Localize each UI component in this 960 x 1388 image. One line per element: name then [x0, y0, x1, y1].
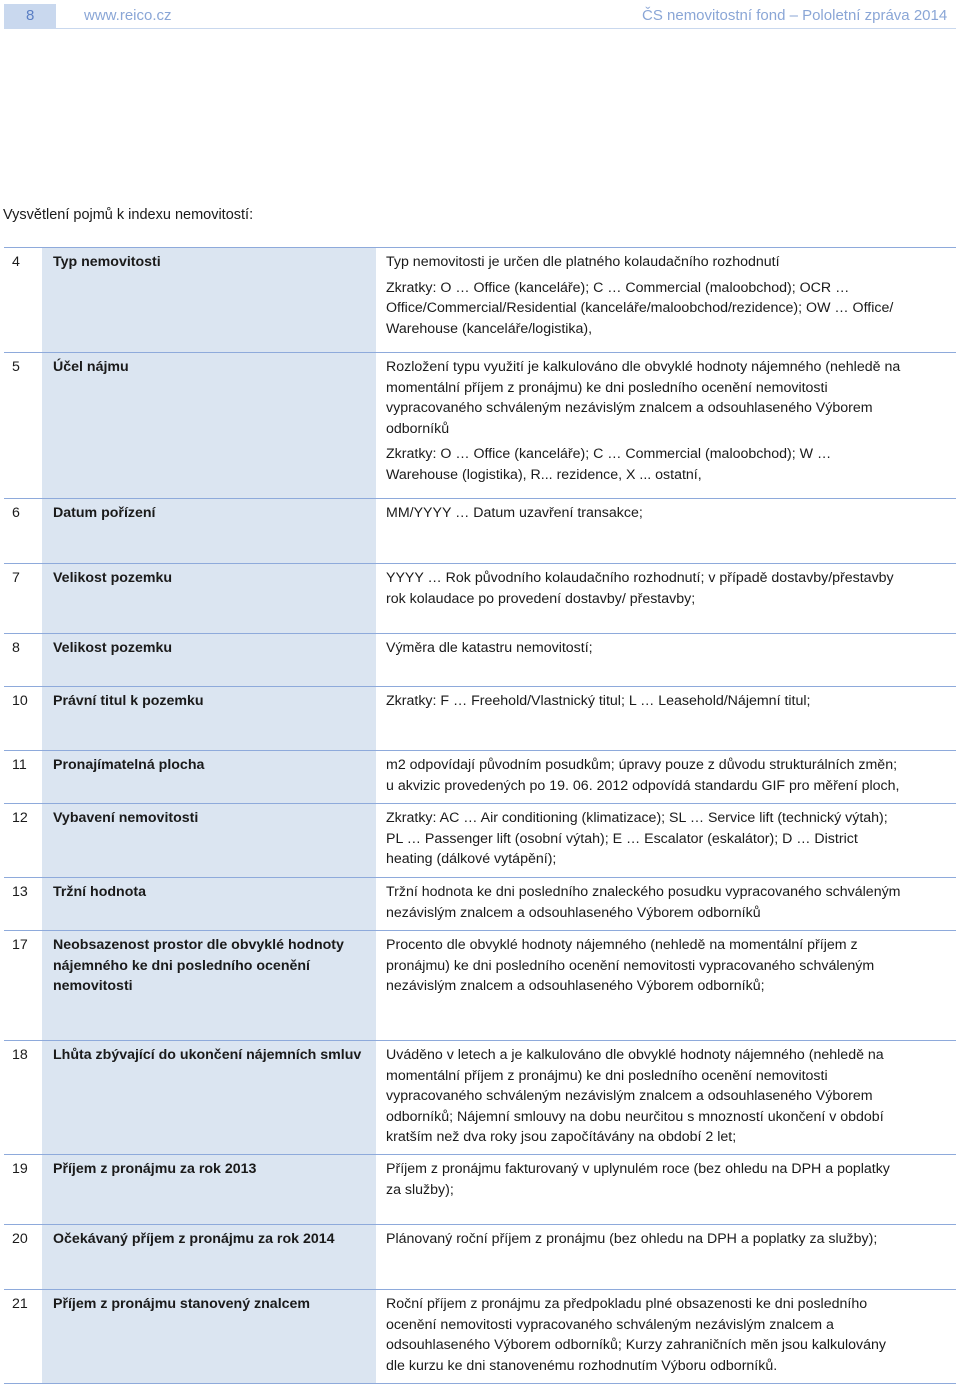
- description-paragraph: [386, 638, 958, 659]
- row-number: 7: [12, 570, 20, 586]
- row-description: [386, 252, 958, 339]
- description-line: Zkratky: F … Freehold/Vlastnický titul; L … Leasehold/Nájemní titul;: [386, 693, 811, 709]
- description-line: vypracovaného schváleným nezávislým znalcem a odsouhlaseného Výborem: [386, 1088, 873, 1104]
- description-paragraph: [386, 882, 958, 923]
- description-line: Příjem z pronájmu fakturovaný v uplynulém roce (bez ohledu na DPH a poplatky: [386, 1161, 890, 1177]
- row-description: [386, 638, 958, 659]
- description-line: momentální příjem z pronájmu) ke dni posledního ocenění nemovitosti: [386, 379, 828, 396]
- row-description: [386, 755, 958, 796]
- description-paragraph: [386, 755, 958, 796]
- row-number: 5: [12, 359, 20, 375]
- row-term: Účel nájmu: [53, 359, 129, 375]
- row-number: 21: [12, 1296, 28, 1312]
- description-line: Zkratky: O … Office (kanceláře); C … Commercial (maloobchod); W …: [386, 446, 832, 462]
- row-term: Velikost pozemku: [53, 640, 173, 656]
- table-row: [4, 750, 956, 794]
- table-row: [4, 1224, 956, 1247]
- row-description: [386, 1159, 958, 1200]
- row-description: [386, 691, 958, 712]
- table-row: [4, 352, 956, 483]
- description-line: Uváděno v letech a je kalkulováno dle obvyklé hodnoty nájemného (nehledě na: [386, 1047, 884, 1063]
- description-paragraph: [386, 568, 958, 609]
- row-description: [386, 357, 958, 485]
- row-number: 18: [12, 1047, 28, 1063]
- description-line: za služby);: [386, 1181, 454, 1198]
- description-line: ocenění nemovitosti vypracovaného schváleným nezávislým znalcem a: [386, 1316, 834, 1333]
- row-description: [386, 1294, 958, 1376]
- row-term: Datum pořízení: [53, 505, 156, 521]
- description-line: Warehouse (kanceláře/logistika),: [386, 320, 593, 337]
- row-description: [386, 1045, 958, 1148]
- row-number: 12: [12, 810, 28, 826]
- row-number: 11: [12, 757, 27, 773]
- row-term: Příjem z pronájmu stanovený znalcem: [53, 1296, 311, 1312]
- header-divider: [4, 28, 956, 29]
- description-paragraph: [386, 503, 958, 524]
- row-number: 20: [12, 1231, 28, 1247]
- row-description: [386, 808, 958, 870]
- row-term: Vybavení nemovitosti: [53, 810, 199, 826]
- description-line: nezávislým znalcem a odsouhlaseného Výborem odborníků;: [386, 978, 765, 994]
- table-row: [4, 930, 956, 994]
- row-number: 8: [12, 640, 20, 656]
- table-row: [4, 686, 956, 709]
- table-row: [4, 498, 956, 521]
- page-number: 8: [4, 4, 56, 28]
- description-line: kratším než dva roky jsou započítávány na období 2 let;: [386, 1129, 737, 1145]
- description-line: Zkratky: O … Office (kanceláře); C … Commercial (maloobchod); OCR …: [386, 279, 850, 296]
- row-term: Tržní hodnota: [53, 884, 146, 900]
- row-description: [386, 882, 958, 923]
- description-line: rok kolaudace po provedení dostavby/ přestavby;: [386, 590, 696, 607]
- table-row: [4, 247, 956, 337]
- row-term: Typ nemovitosti: [53, 254, 161, 270]
- description-paragraph: [386, 252, 958, 273]
- description-line: momentální příjem z pronájmu) ke dni posledního ocenění nemovitosti: [386, 1067, 828, 1084]
- row-number: 4: [12, 254, 20, 270]
- description-line: Roční příjem z pronájmu za předpokladu plné obsazenosti ke dni posledního: [386, 1296, 868, 1312]
- description-line: pronájmu) ke dni posledního ocenění nemovitosti vypracovaného schváleným: [386, 957, 875, 974]
- page-header: [4, 4, 948, 28]
- row-number: 13: [12, 884, 28, 900]
- description-paragraph: [386, 808, 958, 870]
- description-line: odborníků; Nájemní smlouvy na dobu neurčitou s mnozností ukončení v období: [386, 1108, 884, 1125]
- row-term: Právní titul k pozemku: [53, 693, 204, 709]
- description-line: Warehouse (logistika), R... rezidence, X ... ostatní,: [386, 466, 702, 483]
- table-row: [4, 1154, 956, 1198]
- row-number: 6: [12, 505, 20, 521]
- table-row: [4, 803, 956, 867]
- row-number: 19: [12, 1161, 28, 1177]
- description-line: Plánovaný roční příjem z pronájmu (bez ohledu na DPH a poplatky za služby);: [386, 1231, 878, 1247]
- row-description: [386, 935, 958, 997]
- row-term: Příjem z pronájmu za rok 2013: [53, 1161, 257, 1177]
- description-paragraph: [386, 357, 958, 439]
- description-line: odsouhlaseného Výborem odborníků; Kurzy zahraničních měn jsou kalkulovány: [386, 1337, 887, 1353]
- table-row: [4, 1289, 956, 1374]
- description-paragraph: [386, 691, 958, 712]
- description-line: vypracovaného schváleným nezávislým znalcem a odsouhlaseného Výborem: [386, 400, 873, 416]
- website-link[interactable]: www.reico.cz: [84, 7, 172, 24]
- description-line: Rozložení typu využití je kalkulováno dle obvyklé hodnoty nájemného (nehledě na: [386, 359, 901, 375]
- description-line: PL … Passenger lift (osobní výtah); E … Escalator (eskalátor); D … District: [386, 830, 858, 847]
- table-bottom-border: [4, 1383, 956, 1384]
- description-paragraph: [386, 278, 958, 340]
- row-term: Očekávaný příjem z pronájmu za rok 2014: [53, 1231, 335, 1247]
- row-term: Pronajímatelná plocha: [53, 757, 205, 773]
- description-paragraph: [386, 444, 958, 485]
- description-line: m2 odpovídají původním posudkům; úpravy pouze z důvodu strukturálních změn;: [386, 757, 898, 773]
- description-paragraph: [386, 1229, 958, 1250]
- description-paragraph: [386, 1159, 958, 1200]
- description-paragraph: [386, 1294, 958, 1376]
- description-line: odborníků: [386, 420, 450, 437]
- table-row: [4, 1040, 956, 1145]
- row-number: 17: [12, 937, 28, 953]
- row-description: [386, 1229, 958, 1250]
- description-paragraph: [386, 1045, 958, 1148]
- table-row: [4, 877, 956, 921]
- description-line: Tržní hodnota ke dni posledního znaleckého posudku vypracovaného schváleným: [386, 884, 901, 900]
- row-description: [386, 503, 958, 524]
- description-line: Procento dle obvyklé hodnoty nájemného (nehledě na momentální příjem z: [386, 937, 858, 953]
- description-line: YYYY … Rok původního kolaudačního rozhodnutí; v případě dostavby/přestavby: [386, 570, 894, 586]
- report-title: ČS nemovitostní fond – Pololetní zpráva 2014: [642, 7, 948, 24]
- description-line: u akvizic provedených po 19. 06. 2012 odpovídá standardu GIF pro měření ploch,: [386, 777, 900, 794]
- intro-heading: Vysvětlení pojmů k indexu nemovitostí:: [3, 207, 254, 223]
- table-row: [4, 633, 956, 656]
- description-line: Office/Commercial/Residential (kanceláře/maloobchod/rezidence); OW … Office/: [386, 300, 894, 316]
- row-term: Velikost pozemku: [53, 570, 173, 586]
- description-line: MM/YYYY … Datum uzavření transakce;: [386, 505, 643, 521]
- description-paragraph: [386, 935, 958, 997]
- description-line: Zkratky: AC … Air conditioning (klimatizace); SL … Service lift (technický výtah);: [386, 810, 888, 826]
- description-line: heating (dálkové vytápění);: [386, 851, 557, 867]
- table-row: [4, 563, 956, 607]
- row-number: 10: [12, 693, 28, 709]
- description-line: Typ nemovitosti je určen dle platného kolaudačního rozhodnutí: [386, 254, 780, 270]
- row-term: Neobsazenost prostor dle obvyklé hodnoty nájemného ke dni posledního ocenění nemovitosti: [53, 937, 344, 994]
- description-line: Výměra dle katastru nemovitostí;: [386, 640, 593, 656]
- row-term: Lhůta zbývající do ukončení nájemních smluv: [53, 1047, 362, 1063]
- description-line: nezávislým znalcem a odsouhlaseného Výborem odborníků: [386, 904, 761, 921]
- description-line: dle kurzu ke dni stanovenému rozhodnutím Výboru odborníků.: [386, 1357, 778, 1374]
- row-description: [386, 568, 958, 609]
